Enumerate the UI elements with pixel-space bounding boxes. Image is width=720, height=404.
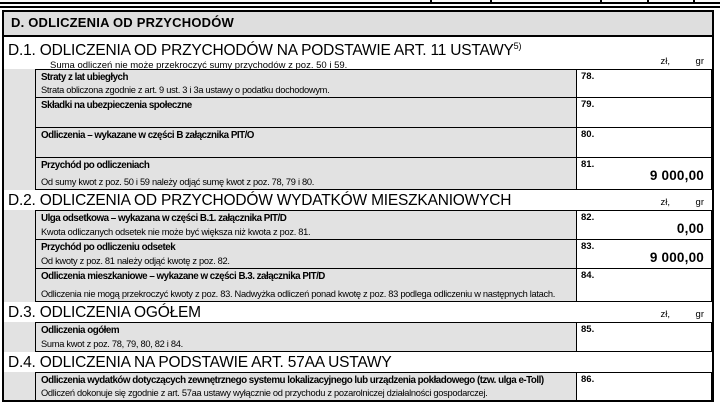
row-86-label-cell [36,373,576,400]
row-number: 86. [581,374,595,385]
form-row-79 [35,97,712,128]
section-d1-header [4,37,712,72]
row-number: 82. [581,212,595,223]
row-hint: Od sumy kwot z poz. 50 i 59 należy odjąć sumę kwot z poz. 78, 79 i 80. [41,177,315,187]
row-hint: Odliczeń dokonuje się zgodnie z art. 57aa ustawy wyłącznie od przychodu z pozarolniczej działalności gospodarczej. [41,388,488,398]
form-row-86 [35,372,712,401]
section-d4-title: D.4. ODLICZENIA NA PODSTAWIE ART. 57AA USTAWY [8,354,392,371]
row-hint: Suma kwot z poz. 78, 79, 80, 82 i 84. [41,339,183,349]
form-section-d [2,10,714,402]
section-d4-rows [4,372,712,401]
row-number: 83. [581,241,595,252]
row-86-value-cell [576,373,711,400]
form-row-78 [35,69,712,98]
row-84-label-cell [36,269,576,301]
row-label: Odliczenia – wykazane w części B załącznika PIT/O [41,130,254,141]
row-number: 85. [581,324,595,335]
currency-zl-label: zł, [660,197,670,208]
form-row-85 [35,322,712,352]
row-label: Przychód po odliczeniach [41,160,150,171]
row-label: Przychód po odliczeniu odsetek [41,242,176,253]
row-hint: Odliczenia nie mogą przekroczyć kwoty z poz. 83. Nadwyżka odliczeń ponad kwotę z poz. 83 podlega odliczeniu w następnych latach. [41,289,556,299]
form-row-81 [35,157,712,190]
row-number: 81. [581,159,595,170]
row-81-label-cell [36,158,576,189]
row-84-value-cell [576,269,711,301]
row-80-label-cell [36,128,576,157]
section-d2-header [4,190,712,210]
row-label: Odliczenia wydatków dotyczących zewnętrznego systemu lokalizacyjnego lub urządzenia pokładowego (tzw. ulga e-Toll) [41,375,544,386]
row-78-value-cell [576,70,711,97]
form-row-83 [35,239,712,269]
row-85-label-cell [36,323,576,351]
form-row-82 [35,210,712,240]
currency-gr-label: gr [695,309,704,320]
row-83-value-cell [576,240,711,268]
row-label: Ulga odsetkowa – wykazana w części B.1. załącznika PIT/D [41,213,287,224]
section-d2-title: D.2. ODLICZENIA OD PRZYCHODÓW WYDATKÓW MIESZKANIOWYCH [8,192,512,209]
section-d3-rows [4,322,712,352]
row-label: Odliczenia ogółem [41,325,120,336]
section-d1-subtitle: Suma odliczeń nie może przekroczyć sumy przychodów z poz. 50 i 59. [50,60,348,72]
row-hint: Od kwoty z poz. 81 należy odjąć kwotę z poz. 82. [41,256,230,266]
row-value: 0,00 [676,221,704,236]
row-hint: Strata obliczona zgodnie z art. 9 ust. 3 i 3a ustawy o podatku dochodowym. [41,85,330,95]
row-83-label-cell [36,240,576,268]
row-number: 84. [581,270,595,281]
row-number: 80. [581,129,595,140]
row-78-label-cell [36,70,576,97]
row-81-value-cell [576,158,711,189]
form-row-84 [35,268,712,302]
row-label: Straty z lat ubiegłych [41,72,128,83]
row-label: Odliczenia mieszkaniowe – wykazane w części B.3. załącznika PIT/D [41,271,325,282]
row-79-label-cell [36,98,576,127]
section-d1-footnote-ref: 5) [513,41,522,51]
section-d1-title [4,37,712,59]
row-number: 78. [581,71,595,82]
section-d4-header [4,352,712,372]
section-d1-rows [4,69,712,190]
currency-gr-label: gr [695,197,704,208]
currency-zl-label: zł, [660,56,670,67]
currency-gr-label: gr [695,56,704,67]
row-label: Składki na ubezpieczenia społeczne [41,100,192,111]
form-row-80 [35,127,712,158]
section-d1-title-text: D.1. ODLICZENIA OD PRZYCHODÓW NA PODSTAWIE ART. 11 USTAWY [8,42,514,60]
row-number: 79. [581,99,595,110]
top-double-rule-upper [0,2,720,4]
row-82-label-cell [36,211,576,239]
row-82-value-cell [576,211,711,239]
row-hint: Kwota odliczanych odsetek nie może być większa niż kwota z poz. 81. [41,227,311,237]
row-85-value-cell [576,323,711,351]
section-d3-title: D.3. ODLICZENIA OGÓŁEM [8,304,201,321]
row-value: 9 000,00 [649,168,704,183]
row-79-value-cell [576,98,711,127]
section-d-header: D. ODLICZENIA OD PRZYCHODÓW [4,12,712,37]
currency-zl-label: zł, [660,309,670,320]
section-d3-header [4,302,712,322]
top-double-rule-lower [0,6,720,8]
row-80-value-cell [576,128,711,157]
row-value: 9 000,00 [649,250,704,265]
section-d2-rows [4,210,712,302]
